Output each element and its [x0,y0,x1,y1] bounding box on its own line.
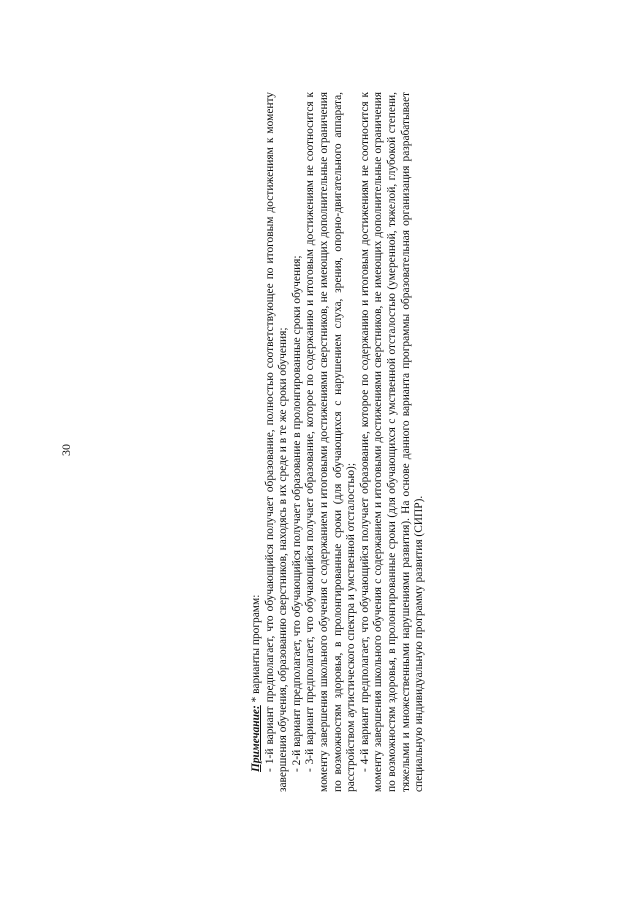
variant-3-paragraph: - 3-й вариант предполагает, что обучающийся получает образование, которое по содержанию и итоговым достижениям не соотносится к моменту завершения школьного обучения с содержанием и итоговыми достижениями сверстников, не имеющих дополнительные ограничения по возможностям здоровья, в пролонгированные сроки (для обучающихся с нарушением слуха, зрения, опорно-двигательного аппарата, расстройством аутистического спектра и умственной отсталостью); [304,92,358,792]
note-heading [250,92,264,792]
note-title: Примечание: [250,705,262,772]
note-block [250,92,427,792]
variant-4-paragraph: - 4-й вариант предполагает, что обучающийся получает образование, которое по содержанию и итоговым достижениям не соотносится к моменту завершения школьного обучения с содержанием и итоговыми достижениями сверстников, не имеющих дополнительные ограничения по возможностям здоровья, в пролонгированные сроки (для обучающихся с умственной отсталостью (умеренной, тяжелой, глубокой степени, тяжелыми и множественными нарушениями развития). На основе данного варианта программы образовательная организация разрабатывает специальную индивидуальную программу развития (СИПР). [358,92,426,792]
variant-1-paragraph: - 1-й вариант предполагает, что обучающийся получает образование, полностью соответствующее по итоговым достижениям к моменту завершения обучения, образованию сверстников, находясь в их среде и в те же сроки обучения; [263,92,290,792]
note-subtitle: * варианты программ: [250,594,262,703]
variant-2-paragraph: - 2-й вариант предполагает, что обучающийся получает образование в пролонгированные сроки обучения; [290,255,303,772]
page-number: 30 [59,444,73,456]
